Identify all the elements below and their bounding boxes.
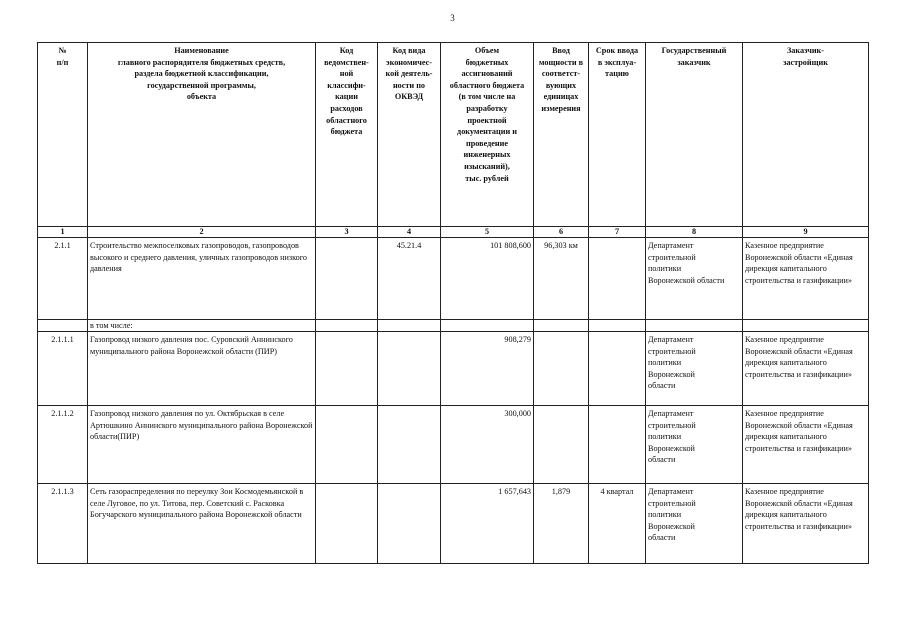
developer: Казенное предприятие Воронежской области «Единая дирекция капитального строительства и газификации» <box>743 406 869 484</box>
col-header-no: № п/п <box>38 43 88 227</box>
column-number: 7 <box>589 227 646 238</box>
row-number: 2.1.1 <box>38 238 88 320</box>
column-number: 8 <box>646 227 743 238</box>
col-header-name: Наименование главного распорядителя бюджетных средств, раздела бюджетной классификации, государственной программы, объекта <box>88 43 316 227</box>
row-number: 2.1.1.3 <box>38 484 88 564</box>
column-number: 2 <box>88 227 316 238</box>
table-row <box>38 406 869 484</box>
col-header-amount: Объем бюджетных ассигнований областного бюджета (в том числе на разработку проектной документации и проведение инженерных изысканий), тыс. рублей <box>441 43 534 227</box>
dept-code <box>316 332 378 406</box>
object-name: Строительство межпоселковых газопроводов, газопроводов высокого и среднего давления, уличных газопроводов низкого давления <box>88 238 316 320</box>
col-header-state-customer: Государственный заказчик <box>646 43 743 227</box>
column-number: 3 <box>316 227 378 238</box>
capacity: 96,303 км <box>534 238 589 320</box>
developer: Казенное предприятие Воронежской области «Единая дирекция капитального строительства и газификации» <box>743 484 869 564</box>
page-number: 3 <box>450 13 455 23</box>
table-row <box>38 238 869 320</box>
okved-code <box>378 484 441 564</box>
capacity <box>534 332 589 406</box>
col-header-developer: Заказчик- застройщик <box>743 43 869 227</box>
state-customer: Департамент строительной политики Воронежской области <box>646 484 743 564</box>
col-header-okved: Код вида экономичес- кой деятель- ности по ОКВЭД <box>378 43 441 227</box>
budget-table <box>37 42 869 564</box>
column-number: 5 <box>441 227 534 238</box>
commission-term <box>589 406 646 484</box>
object-name: Газопровод низкого давления пос. Суровский Аннинского муниципального района Воронежской области (ПИР) <box>88 332 316 406</box>
okved-code <box>378 332 441 406</box>
column-number-row <box>38 227 869 238</box>
commission-term <box>589 238 646 320</box>
subheader-row <box>38 320 869 332</box>
row-number: 2.1.1.1 <box>38 332 88 406</box>
developer: Казенное предприятие Воронежской области «Единая дирекция капитального строительства и газификации» <box>743 238 869 320</box>
dept-code <box>316 406 378 484</box>
table-row <box>38 332 869 406</box>
column-number: 6 <box>534 227 589 238</box>
capacity <box>534 406 589 484</box>
col-header-term: Срок ввода в эксплуа- тацию <box>589 43 646 227</box>
state-customer: Департамент строительной политики Воронежской области <box>646 406 743 484</box>
budget-amount: 1 657,643 <box>441 484 534 564</box>
capacity: 1,879 <box>534 484 589 564</box>
object-name: Газопровод низкого давления по ул. Октябрьская в селе Артюшкино Аннинского муниципального района Воронежской области(ПИР) <box>88 406 316 484</box>
row-number: 2.1.1.2 <box>38 406 88 484</box>
budget-amount: 101 808,600 <box>441 238 534 320</box>
budget-amount: 300,000 <box>441 406 534 484</box>
dept-code <box>316 484 378 564</box>
developer: Казенное предприятие Воронежской области «Единая дирекция капитального строительства и газификации» <box>743 332 869 406</box>
state-customer: Департамент строительной политики Воронежской области <box>646 332 743 406</box>
col-header-dept-code: Код ведомствен- ной классифи- кации расходов областного бюджета <box>316 43 378 227</box>
subheader-label: в том числе: <box>88 320 316 332</box>
col-header-capacity: Ввод мощности в соответст- вующих единицах измерения <box>534 43 589 227</box>
okved-code: 45.21.4 <box>378 238 441 320</box>
commission-term: 4 квартал <box>589 484 646 564</box>
header-row <box>38 43 869 227</box>
dept-code <box>316 238 378 320</box>
column-number: 1 <box>38 227 88 238</box>
state-customer: Департамент строительной политики Воронежской области <box>646 238 743 320</box>
table-row <box>38 484 869 564</box>
budget-amount: 908,279 <box>441 332 534 406</box>
object-name: Сеть газораспределения по переулку Зои Космодемьянской в селе Луговое, по ул. Титова, пер. Советский с. Расковка Богучарского муниципального района Воронежской области <box>88 484 316 564</box>
column-number: 4 <box>378 227 441 238</box>
okved-code <box>378 406 441 484</box>
commission-term <box>589 332 646 406</box>
column-number: 9 <box>743 227 869 238</box>
